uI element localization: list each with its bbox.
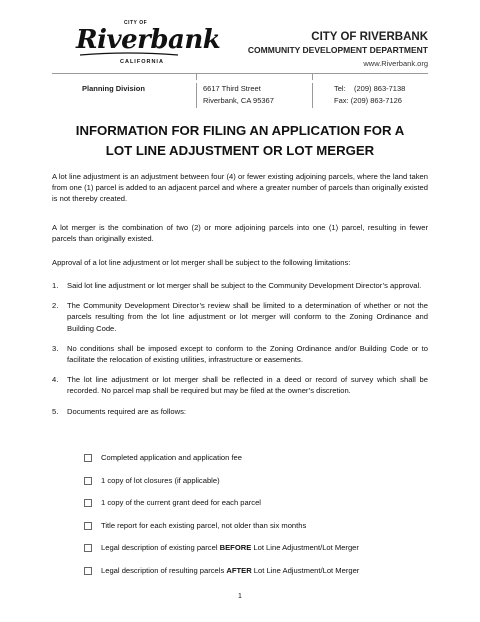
checklist-item — [84, 497, 359, 520]
logo-city-of: CITY OF — [124, 20, 148, 26]
divider-tick-2 — [312, 73, 313, 80]
checklist-item-label: Legal description of resulting parcels AFTER Lot Line Adjustment/Lot Merger — [101, 565, 360, 575]
title-line-1: INFORMATION FOR FILING AN APPLICATION FOR A — [75, 123, 405, 138]
list-item: 4. The lot line adjustment or lot merger shall be reflected in a deed or record of survey which shall be recorded. No parcel map shall be required but may be filed at the owner’s discretion. — [52, 375, 428, 396]
website-link[interactable]: www.Riverbank.org — [363, 59, 428, 68]
address-line-1: 6617 Third Street — [203, 84, 261, 93]
checklist-item-label: Title report for each existing parcel, not older than six months — [101, 520, 307, 530]
list-item: 1. Said lot line adjustment or lot merger shall be subject to the Community Development Director’s approval. — [52, 281, 422, 290]
top-divider — [52, 73, 428, 74]
page-number: 1 — [238, 593, 242, 600]
fax: Fax: (209) 863-7126 — [334, 96, 402, 105]
checklist-item-label: Legal description of existing parcel BEFORE Lot Line Adjustment/Lot Merger — [101, 543, 359, 553]
paragraph-limitations-intro: Approval of a lot line adjustment or lot merger shall be subject to the following limitations: — [52, 258, 351, 267]
checklist-item — [84, 542, 359, 565]
checklist-item-label: Completed application and application fee — [101, 453, 243, 462]
list-item: 5. Documents required are as follows: — [52, 406, 187, 416]
checklist-item — [84, 565, 359, 588]
city-name: CITY OF RIVERBANK — [311, 31, 428, 43]
checklist-item-label: 1 copy of the current grant deed for each parcel — [101, 498, 261, 508]
logo-state: CALIFORNIA — [120, 59, 164, 65]
divider-tick-1 — [196, 73, 197, 80]
column-divider-1 — [196, 83, 197, 108]
limitations-list — [52, 280, 428, 426]
documents-checklist — [84, 452, 359, 588]
paragraph-lot-line-definition: A lot line adjustment is an adjustment between four (4) or fewer existing adjoining parcels, where the land taken from one (1) parcel is added to an adjacent parcel and where a greater number of parcels than originally existed is not thereby created. — [52, 172, 428, 204]
logo-script: Riverbank — [76, 25, 221, 55]
address-line-2: Riverbank, CA 95367 — [203, 96, 274, 105]
header-block — [248, 31, 428, 68]
list-item: 3. No conditions shall be imposed except to conform to the Zoning Ordinance and/or Building Code or to facilitate the relocation of existing utilities, infrastructure or easements. — [52, 343, 428, 365]
checklist-item-label: 1 copy of lot closures (if applicable) — [101, 475, 220, 485]
checklist-item — [84, 520, 359, 543]
division-label: Planning Division — [82, 84, 145, 93]
city-logo — [76, 20, 221, 72]
checkbox-icon[interactable] — [84, 499, 92, 507]
telephone: Tel: (209) 863-7138 — [334, 84, 406, 93]
logo-swoosh-icon — [80, 52, 178, 58]
title-line-2: LOT LINE ADJUSTMENT OR LOT MERGER — [105, 143, 375, 158]
list-item: 2. The Community Development Director’s review shall be limited to a determination of whether or not the parcels resulting from the lot line adjustment or lot merger will conform to the Zoning Ordinance and Building Code. — [52, 301, 428, 333]
paragraph-lot-merger-definition: A lot merger is the combination of two (2) or more adjoining parcels into one (1) parcel, resulting in fewer parcels than originally existed. — [52, 223, 428, 244]
checklist-item — [84, 452, 359, 475]
checkbox-icon[interactable] — [84, 567, 92, 575]
checkbox-icon[interactable] — [84, 477, 92, 485]
checkbox-icon[interactable] — [84, 454, 92, 462]
department-name: COMMUNITY DEVELOPMENT DEPARTMENT — [247, 45, 428, 55]
checkbox-icon[interactable] — [84, 544, 92, 552]
column-divider-2 — [312, 83, 313, 108]
checkbox-icon[interactable] — [84, 522, 92, 530]
checklist-item — [84, 475, 359, 498]
document-title — [52, 121, 428, 161]
